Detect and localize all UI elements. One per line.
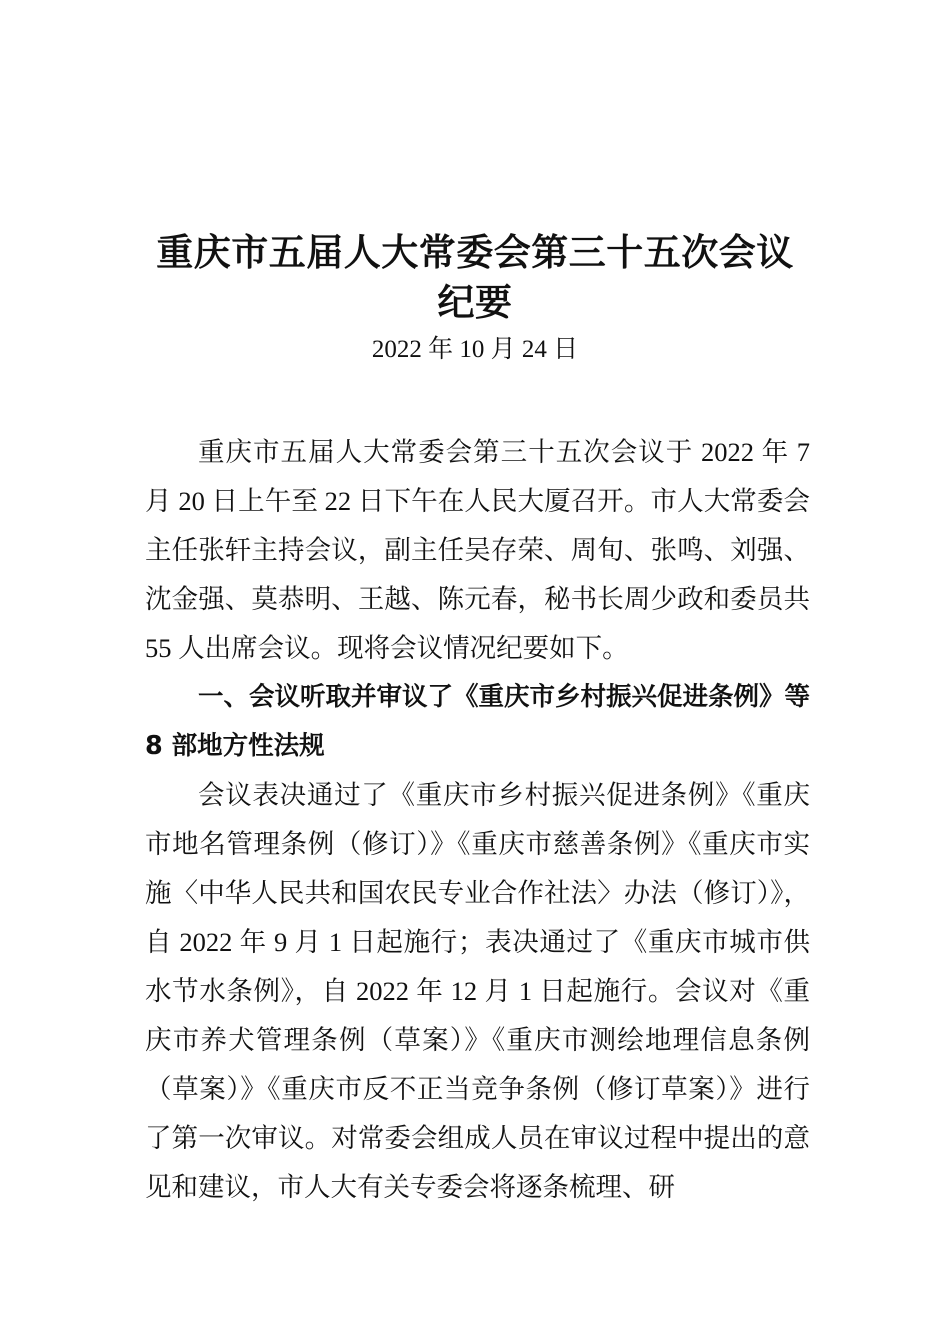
document-title: 重庆市五届人大常委会第三十五次会议纪要	[156, 231, 794, 324]
intro-paragraph: 重庆市五届人大常委会第三十五次会议于 2022 年 7 月 20 日上午至 22 日下午在人民大厦召开。市人大常委会主任张轩主持会议，副主任吴存荣、周旬、张鸣、刘强、沈金强、莫恭明、王越、陈元春，秘书长周少政和委员共 55 人出席会议。现将会议情况纪要如下。	[145, 437, 810, 663]
document-body	[145, 428, 810, 1212]
document-date: 2022 年 10 月 24 日	[371, 336, 579, 363]
section-paragraph: 会议表决通过了《重庆市乡村振兴促进条例》《重庆市地名管理条例（修订）》《重庆市慈善条例》《重庆市实施〈中华人民共和国农民专业合作社法〉办法（修订）》，自 2022 年 9 月 1 日起施行；表决通过了《重庆市城市供水节水条例》，自 2022 年 12 月 1 日起施行。会议对《重庆市养犬管理条例（草案）》《重庆市测绘地理信息条例（草案）》《重庆市反不正当竞争条例（修订草案）》进行了第一次审议。对常委会组成人员在审议过程中提出的意见和建议，市人大有关专委会将逐条梳理、研	[145, 780, 810, 1202]
section-heading: 一、会议听取并审议了《重庆市乡村振兴促进条例》等 8 部地方性法规	[145, 682, 811, 761]
